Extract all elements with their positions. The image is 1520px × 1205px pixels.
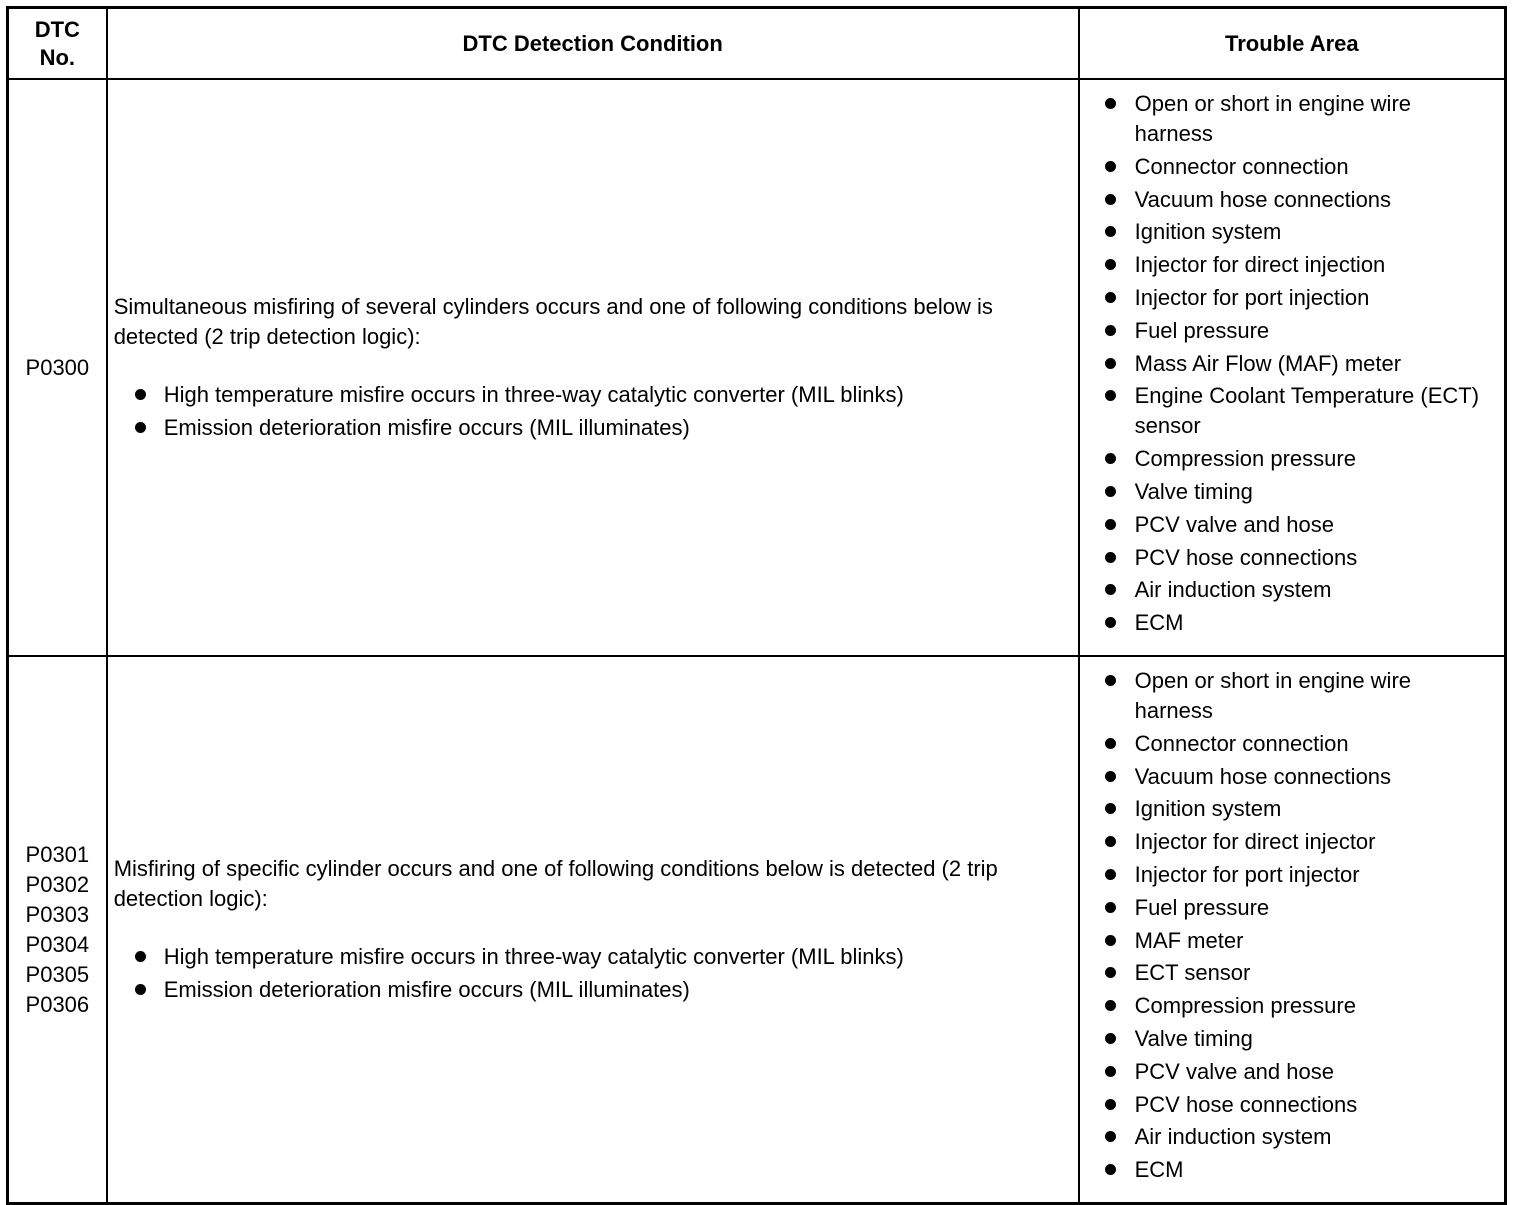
bullet-icon <box>1105 519 1116 530</box>
bullet-icon <box>1105 1131 1116 1142</box>
header-trouble-area: Trouble Area <box>1079 8 1506 80</box>
condition-list <box>114 378 1070 444</box>
bullet-icon <box>1105 1033 1116 1044</box>
trouble-area-text: Air induction system <box>1134 1124 1332 1150</box>
bullet-icon <box>1105 902 1116 913</box>
bullet-icon <box>1105 1099 1116 1110</box>
bullet-icon <box>1105 869 1116 880</box>
dtc-table <box>6 6 1507 1205</box>
trouble-area-text: Mass Air Flow (MAF) meter <box>1134 350 1402 376</box>
dtc-code: P0306 <box>25 991 90 1017</box>
list-item <box>1080 893 1504 923</box>
trouble-area-text: Valve timing <box>1134 1025 1253 1051</box>
list-item <box>1080 349 1504 379</box>
list-item <box>1080 666 1504 726</box>
trouble-area-text: PCV valve and hose <box>1134 1058 1334 1084</box>
trouble-area-cell <box>1079 656 1506 1204</box>
bullet-icon <box>1105 292 1116 303</box>
list-item <box>1080 381 1504 441</box>
bullet-icon <box>1105 1066 1116 1077</box>
bullet-icon <box>135 951 146 962</box>
trouble-area-text: Injector for port injector <box>1134 861 1360 887</box>
list-item <box>1080 827 1504 857</box>
trouble-area-text: Connector connection <box>1134 153 1349 179</box>
trouble-area-text: Vacuum hose connections <box>1134 763 1392 789</box>
condition-item-text: High temperature misfire occurs in three-way catalytic converter (MIL blinks) <box>163 381 904 407</box>
trouble-area-text: PCV hose connections <box>1134 1091 1358 1117</box>
list-item <box>1080 250 1504 280</box>
bullet-icon <box>1105 226 1116 237</box>
trouble-area-text: ECM <box>1134 610 1184 636</box>
bullet-icon <box>1105 675 1116 686</box>
bullet-icon <box>135 422 146 433</box>
dtc-code-cell <box>8 79 107 656</box>
condition-item-text: Emission deterioration misfire occurs (MIL illuminates) <box>163 414 690 440</box>
trouble-area-text: Injector for direct injection <box>1134 252 1386 278</box>
bullet-icon <box>1105 552 1116 563</box>
bullet-icon <box>1105 453 1116 464</box>
bullet-icon <box>1105 390 1116 401</box>
bullet-icon <box>1105 486 1116 497</box>
detection-condition-text: Misfiring of specific cylinder occurs and one of following conditions below is detected (2 trip detection logic): <box>113 855 998 911</box>
list-item <box>1080 543 1504 573</box>
list-item <box>1080 926 1504 956</box>
list-item <box>114 973 1070 1006</box>
bullet-icon <box>1105 194 1116 205</box>
trouble-area-text: ECT sensor <box>1134 960 1251 986</box>
dtc-code-cell <box>8 656 107 1204</box>
list-item <box>1080 762 1504 792</box>
list-item <box>1080 477 1504 507</box>
table-row <box>8 656 1506 1204</box>
detection-condition-text: Simultaneous misfiring of several cylinders occurs and one of following conditions below is detected (2 trip detection logic): <box>113 293 993 349</box>
dtc-code: P0301 <box>25 841 90 867</box>
trouble-area-text: Fuel pressure <box>1134 317 1270 343</box>
list-item <box>114 940 1070 973</box>
list-item <box>1080 958 1504 988</box>
condition-item-text: Emission deterioration misfire occurs (MIL illuminates) <box>163 976 690 1002</box>
dtc-code: P0304 <box>25 931 90 957</box>
list-item <box>1080 608 1504 638</box>
bullet-icon <box>1105 1164 1116 1175</box>
trouble-area-text: PCV hose connections <box>1134 544 1358 570</box>
bullet-icon <box>1105 617 1116 628</box>
bullet-icon <box>1105 803 1116 814</box>
list-item <box>1080 510 1504 540</box>
bullet-icon <box>1105 1000 1116 1011</box>
bullet-icon <box>1105 935 1116 946</box>
bullet-icon <box>1105 584 1116 595</box>
list-item <box>1080 794 1504 824</box>
condition-list <box>114 940 1070 1006</box>
list-item <box>1080 185 1504 215</box>
trouble-area-text: Ignition system <box>1134 219 1282 245</box>
trouble-area-text: Compression pressure <box>1134 446 1356 472</box>
list-item <box>1080 444 1504 474</box>
header-detection-condition: DTC Detection Condition <box>107 8 1079 80</box>
list-item <box>1080 575 1504 605</box>
list-item <box>1080 860 1504 890</box>
trouble-area-text: Vacuum hose connections <box>1134 186 1392 212</box>
detection-condition-cell <box>107 656 1079 1204</box>
trouble-area-text: ECM <box>1134 1157 1184 1183</box>
list-item <box>1080 1024 1504 1054</box>
bullet-icon <box>1105 358 1116 369</box>
trouble-area-list <box>1080 666 1504 1185</box>
list-item <box>1080 152 1504 182</box>
list-item <box>1080 89 1504 149</box>
trouble-area-text: Ignition system <box>1134 796 1282 822</box>
trouble-area-text: Air induction system <box>1134 577 1332 603</box>
bullet-icon <box>135 389 146 400</box>
bullet-icon <box>1105 738 1116 749</box>
bullet-icon <box>1105 259 1116 270</box>
trouble-area-text: Connector connection <box>1134 730 1349 756</box>
trouble-area-text: MAF meter <box>1134 927 1244 953</box>
trouble-area-text: Injector for port injection <box>1134 284 1370 310</box>
list-item <box>1080 316 1504 346</box>
bullet-icon <box>1105 161 1116 172</box>
trouble-area-text: Injector for direct injector <box>1134 829 1376 855</box>
trouble-area-text: Engine Coolant Temperature (ECT) sensor <box>1134 383 1480 439</box>
bullet-icon <box>1105 836 1116 847</box>
trouble-area-text: Compression pressure <box>1134 993 1356 1019</box>
bullet-icon <box>1105 771 1116 782</box>
list-item <box>1080 729 1504 759</box>
header-row <box>8 8 1506 80</box>
bullet-icon <box>1105 98 1116 109</box>
list-item <box>1080 283 1504 313</box>
trouble-area-text: PCV valve and hose <box>1134 511 1334 537</box>
trouble-area-text: Fuel pressure <box>1134 894 1270 920</box>
list-item <box>1080 1122 1504 1152</box>
list-item <box>114 378 1070 411</box>
trouble-area-text: Open or short in engine wire harness <box>1134 91 1411 146</box>
list-item <box>1080 1155 1504 1185</box>
list-item <box>1080 991 1504 1021</box>
bullet-icon <box>1105 325 1116 336</box>
list-item <box>1080 1090 1504 1120</box>
list-item <box>114 411 1070 444</box>
list-item <box>1080 217 1504 247</box>
dtc-code: P0302 <box>25 871 90 897</box>
dtc-code: P0300 <box>25 354 90 380</box>
bullet-icon <box>1105 967 1116 978</box>
detection-condition-cell <box>107 79 1079 656</box>
trouble-area-text: Valve timing <box>1134 478 1253 504</box>
bullet-icon <box>135 984 146 995</box>
header-dtc-no: DTC No. <box>8 8 107 80</box>
list-item <box>1080 1057 1504 1087</box>
table-row <box>8 79 1506 656</box>
trouble-area-text: Open or short in engine wire harness <box>1134 668 1411 723</box>
trouble-area-cell <box>1079 79 1506 656</box>
condition-item-text: High temperature misfire occurs in three-way catalytic converter (MIL blinks) <box>163 943 904 969</box>
dtc-code: P0303 <box>25 901 90 927</box>
trouble-area-list <box>1080 89 1504 638</box>
dtc-code: P0305 <box>25 961 90 987</box>
